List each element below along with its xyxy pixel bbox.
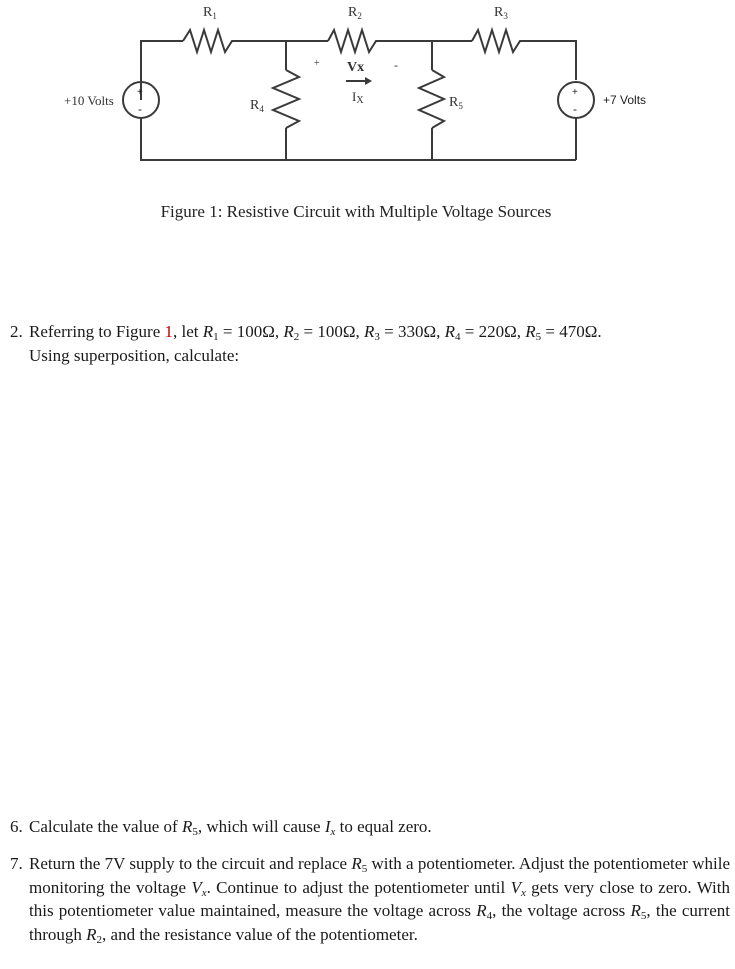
svg-text:-: -: [394, 58, 398, 72]
svg-text:+: +: [137, 87, 143, 98]
svg-text:R5: $R_5$: [449, 95, 463, 111]
circuit-figure: [0, 0, 735, 175]
resistor-r2-icon: [328, 30, 432, 52]
svg-text:IX: IX: [352, 89, 364, 106]
question-6: [10, 815, 730, 839]
resistor-r5-icon: [419, 70, 444, 128]
question-number: 7.: [10, 854, 23, 873]
svg-text:Vx: Vx: [347, 60, 365, 75]
question-text: Referring to Figure 1, let $R_1 = 100\Omega$, $R_2 = 100\Omega$, $R_3 = 330\Omega$, $R_4 = 220\Omega$, $R_5 = 470\Omega$. Using superposition, calculate:: [29, 322, 602, 365]
svg-text:-: -: [573, 102, 577, 116]
svg-text:R3: $R_3$: [494, 5, 508, 21]
svg-text:-: -: [138, 102, 142, 116]
svg-text:R2: $R_2$: [348, 5, 362, 21]
svg-text:+: +: [572, 87, 578, 98]
current-arrow-icon: [365, 77, 372, 85]
question-7: [10, 852, 730, 946]
svg-text:R1: $R_1$: [203, 5, 217, 21]
figure-caption: Figure 1: Resistive Circuit with Multiple Voltage Sources: [160, 202, 552, 221]
question-number: 2.: [10, 322, 23, 341]
svg-text:R4: $R_4$: [250, 98, 264, 114]
question-text: Calculate the value of $R_5$, which will cause $I_x$ to equal zero.: [29, 817, 432, 838]
question-2: [10, 320, 730, 367]
svg-text:+7 Volts: +7 Volts: [603, 93, 647, 107]
question-number: 6.: [10, 817, 23, 836]
resistor-r4-icon: [273, 70, 299, 128]
question-text: Return the 7V supply to the circuit and replace $R_5$ with a potentiometer. Adjust the potentiometer while monitoring the voltage $V_x$. Continue to adjust the potentiometer until $V_x$ gets very close to zero. With this potentiometer value maintained, measure the voltage across $R_4$, the voltage across $R_5$, the current through $R_2$, and the resistance value of the potentiometer.: [29, 854, 731, 946]
svg-text:+10 Volts: +10 Volts: [64, 93, 114, 108]
figure-reference-link[interactable]: 1: [164, 322, 173, 341]
resistor-r3-icon: [472, 30, 576, 80]
resistor-r1-icon: [183, 30, 246, 52]
svg-text:+: +: [314, 58, 320, 69]
